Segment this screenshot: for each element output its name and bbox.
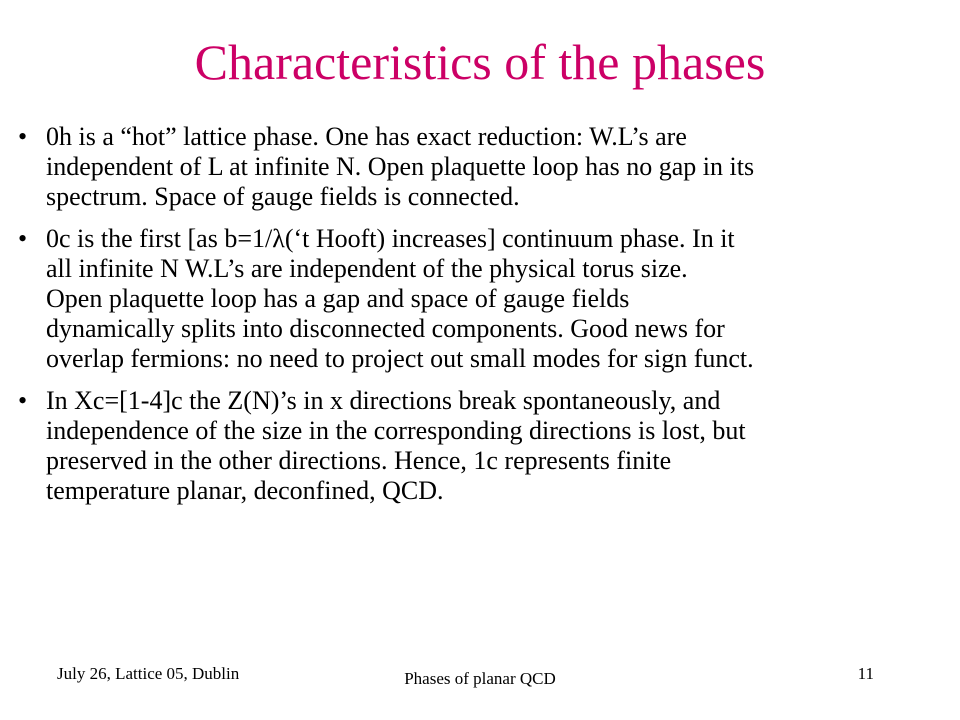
bullet-list <box>14 122 944 518</box>
bullet-line: spectrum. Space of gauge fields is connected. <box>46 182 520 211</box>
bullet-line: In Xc=[1-4]c the Z(N)’s in x directions break spontaneously, and <box>46 386 721 415</box>
bullet-line: all infinite N W.L’s are independent of the physical torus size. <box>46 254 688 283</box>
bullet-item-continuum-phase <box>14 224 944 374</box>
footer-talk-title: Phases of planar QCD <box>404 669 556 688</box>
bullet-line: 0c is the first [as b=1/λ(‘t Hooft) increases] continuum phase. In it <box>46 224 735 253</box>
bullet-line: preserved in the other directions. Hence, 1c represents finite <box>46 446 672 475</box>
bullet-item-hot-phase <box>14 122 944 212</box>
bullet-line: Open plaquette loop has a gap and space of gauge fields <box>46 284 630 313</box>
slide-title: Characteristics of the phases <box>194 34 766 90</box>
bullet-dot-icon: • <box>18 386 28 415</box>
bullet-dot-icon: • <box>18 122 28 151</box>
bullet-item-xc-phases <box>14 386 944 506</box>
bullet-line: independent of L at infinite N. Open plaquette loop has no gap in its <box>46 152 755 181</box>
bullet-line: 0h is a “hot” lattice phase. One has exact reduction: W.L’s are <box>46 122 687 151</box>
bullet-line: overlap fermions: no need to project out small modes for sign funct. <box>46 344 754 373</box>
bullet-line: independence of the size in the corresponding directions is lost, but <box>46 416 746 445</box>
bullet-line: dynamically splits into disconnected components. Good news for <box>46 314 725 343</box>
footer-page-number: 11 <box>857 664 874 683</box>
bullet-dot-icon: • <box>18 224 28 253</box>
footer-date-venue: July 26, Lattice 05, Dublin <box>57 664 240 683</box>
bullet-line: temperature planar, deconfined, QCD. <box>46 476 444 505</box>
